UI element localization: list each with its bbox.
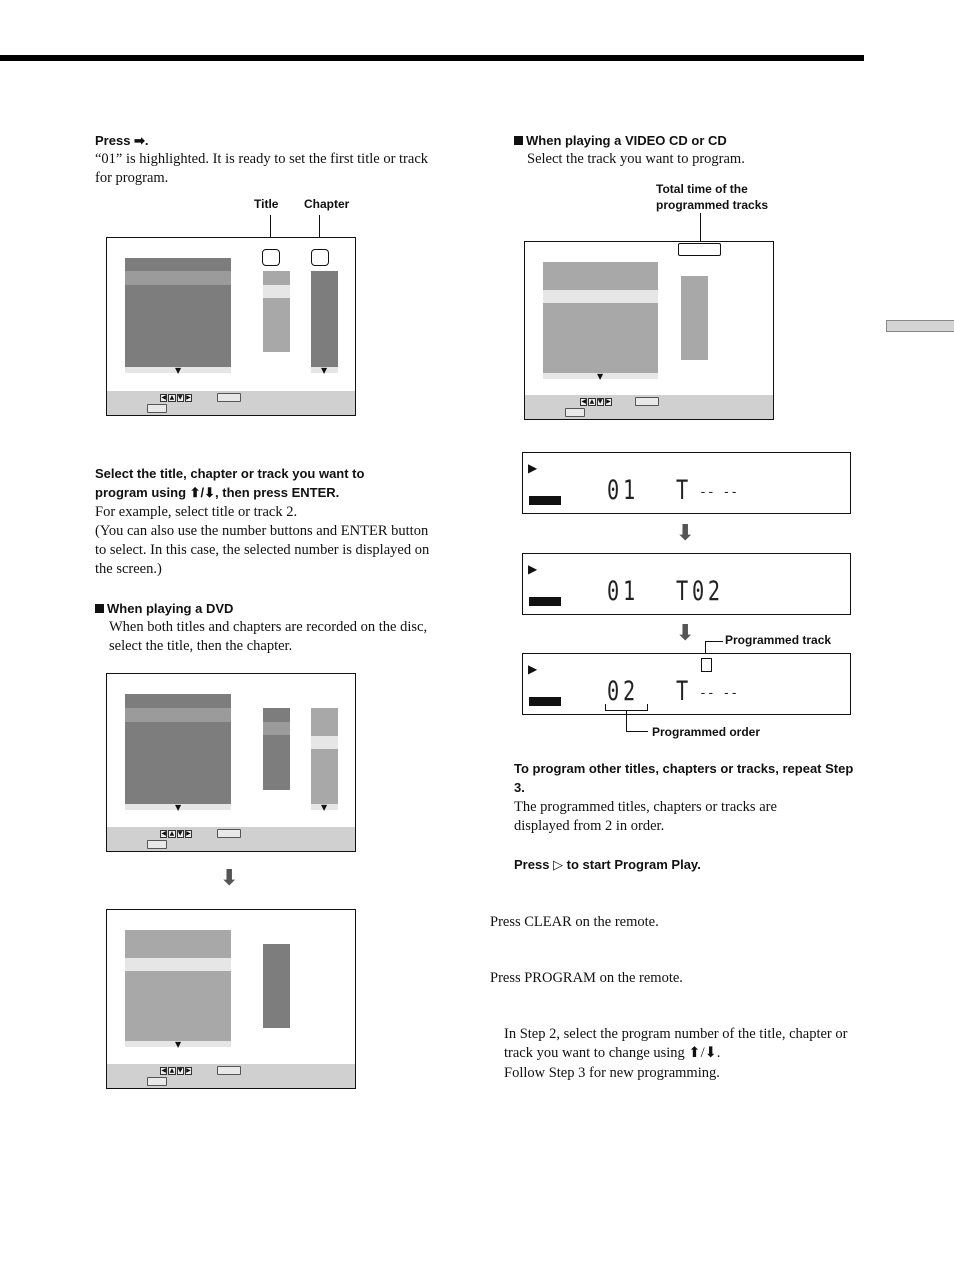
dvd-body: When both titles and chapters are recorded on the disc, select the title, then the chapter. [109,619,428,654]
dvd-heading: When playing a DVD [95,599,233,618]
chapter-label: Chapter [304,197,350,211]
step4-body: The programmed titles, chapters or tracks are displayed from 2 in order. [514,799,777,834]
front-panel-display-1 [522,452,851,514]
osd-screen-3: ▼ ◀ ▲ ▼ ▶ [106,909,356,1089]
play-indicator-icon: ▶ [528,562,538,576]
step4-heading: To program other titles, chapters or tracks, repeat Step 3. [514,761,854,795]
step1-body: “01” is highlighted. It is ready to set the first title or track for program. [95,151,429,186]
clear-instruction: Press CLEAR on the remote. [490,914,659,930]
play-indicator-icon: ▶ [528,461,538,475]
down-arrow-icon: ⬇ [220,866,239,891]
display-track-blank: -- -- [699,686,739,701]
step5-text: Press ▷ to start Program Play. [514,857,701,873]
programmed-track-label: Programmed track [725,633,832,647]
total-time-leader [700,213,701,243]
step2-body-2: (You can also use the number buttons and ENTER button to select. In this case, the selected number is displayed on the screen.) [95,523,430,577]
play-indicator-icon: ▶ [528,662,538,676]
front-panel-display-3 [522,653,851,715]
step2-heading-2: program using ⬆/⬇, then press ENTER. [95,485,340,500]
chapter-number-box [311,249,329,266]
title-number-box [262,249,280,266]
display-track-blank: -- -- [699,485,739,500]
display-track-indicator: T [676,676,692,707]
change-instruction-1: In Step 2, select the program number of the title, chapter or track you want to change using ⬆/⬇. [504,1026,848,1061]
osd-screen-1: ▼ ▼ ◀ ▲ ▼ ▶ [106,237,356,416]
total-time-box [678,243,721,256]
display-program-number: 02 [607,676,639,707]
step2-heading-1: Select the title, chapter or track you want to [95,466,365,481]
step2-body-1: For example, select title or track 2. [95,504,298,520]
down-arrow-icon: ⬇ [676,621,695,646]
programmed-track-leader [705,641,723,642]
program-instruction: Press PROGRAM on the remote. [490,970,683,986]
osd-screen-vcd: ▼ ◀ ▲ ▼ ▶ [524,241,774,420]
osd-screen-2: ▼ ▼ ◀ ▲ ▼ ▶ [106,673,356,852]
change-instruction-2: Follow Step 3 for new programming. [504,1065,720,1081]
title-label: Title [254,197,279,211]
side-tab [886,320,954,332]
top-rule [0,55,864,61]
vcd-body: Select the track you want to program. [527,151,745,167]
programmed-track-box [701,658,712,672]
display-program-number: 01 [607,576,639,607]
display-track-number: T02 [676,576,724,607]
step1-heading: Press ➡. [95,133,149,148]
display-program-number: 01 [607,475,639,506]
total-time-label: Total time of the programmed tracks [656,182,769,212]
down-arrow-icon: ⬇ [676,521,695,546]
display-track-indicator: T [676,475,692,506]
vcd-heading: When playing a VIDEO CD or CD [514,131,727,150]
programmed-order-label: Programmed order [652,725,761,739]
front-panel-display-2 [522,553,851,615]
play-button-icon: ▷ [553,858,564,873]
